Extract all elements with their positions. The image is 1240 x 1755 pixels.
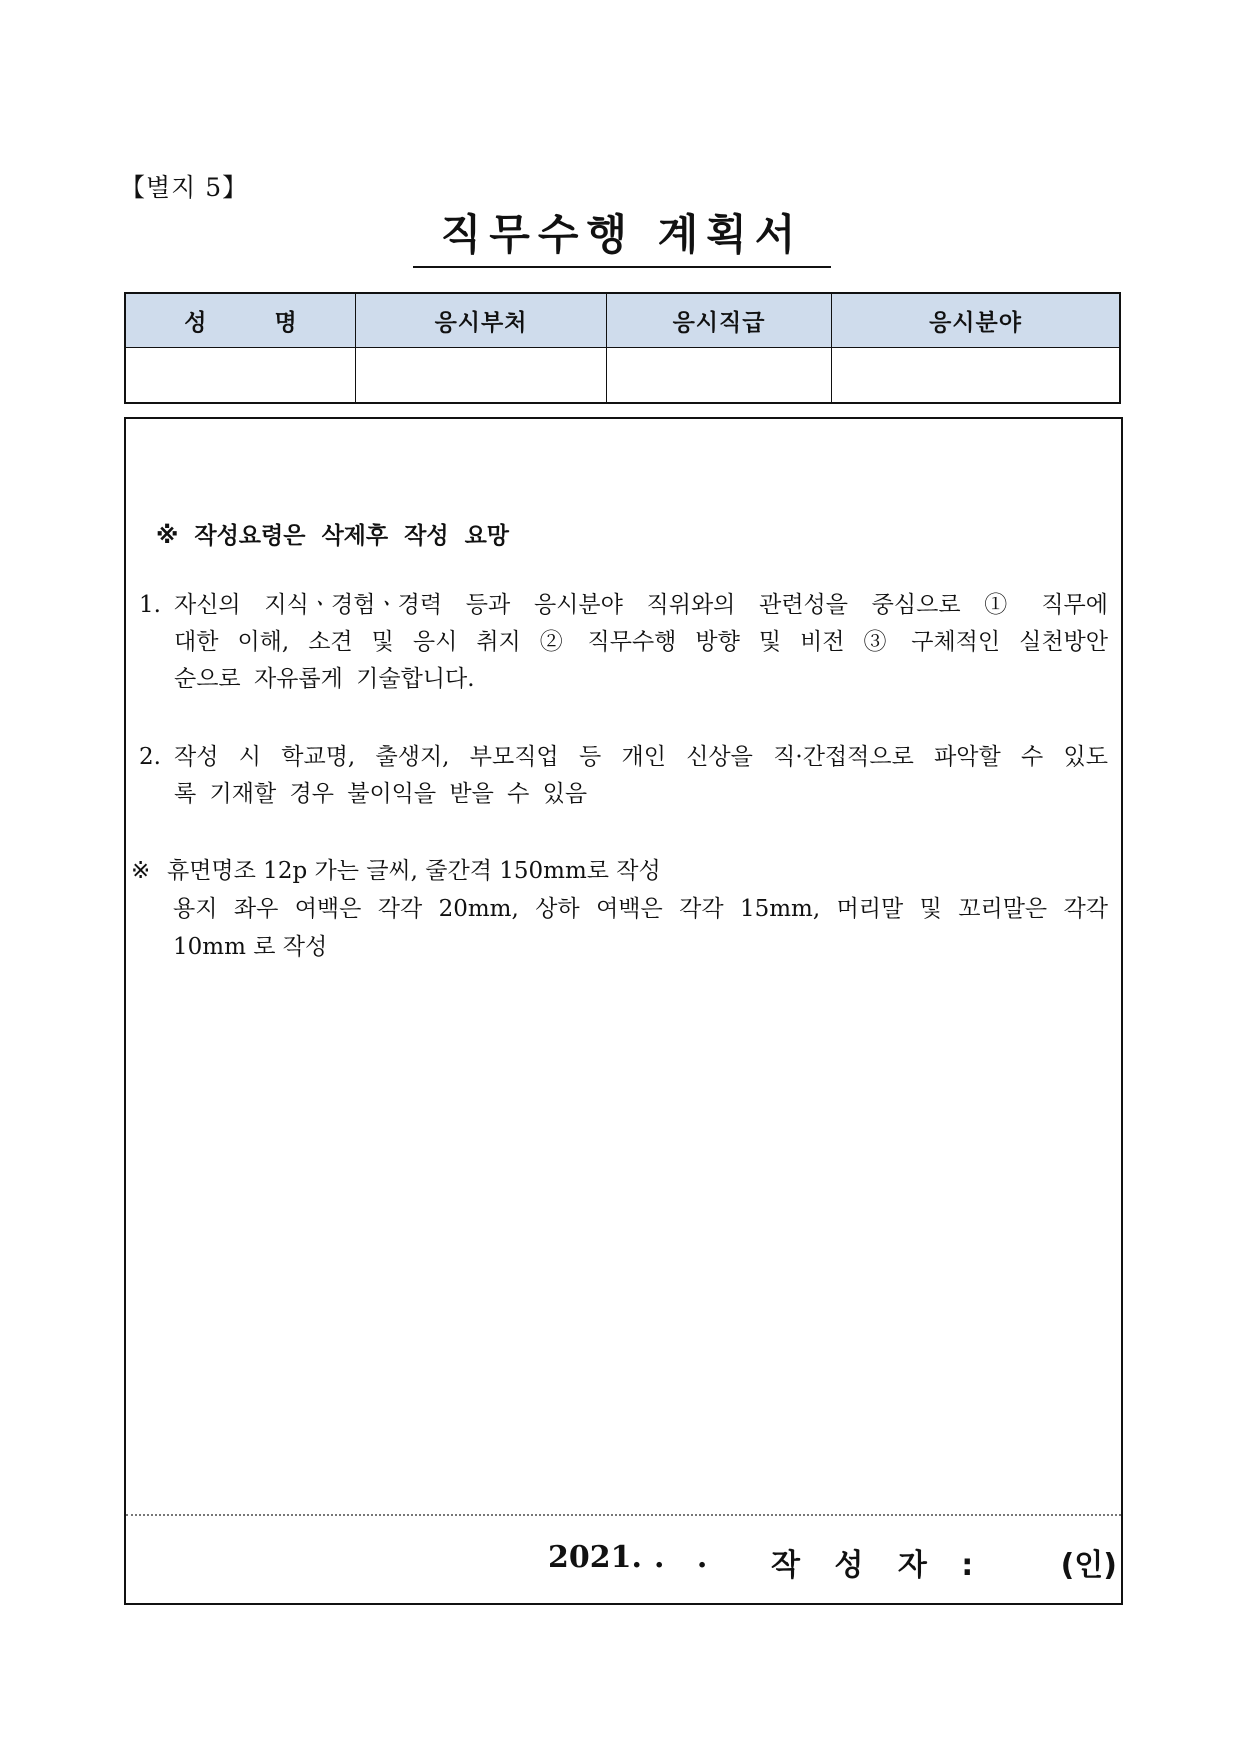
remark-line: 10mm 로 작성 [173,934,328,960]
header-name: 성 명 [125,293,356,348]
value-name-cell[interactable] [125,348,356,404]
signature-year: 2021. [548,1540,642,1575]
applicant-info-table [124,292,1121,404]
item-number: 2. [139,744,161,770]
value-field-cell[interactable] [832,348,1121,404]
item-line: 작성 시 학교명, 출생지, 부모직업 등 개인 신상을 직·간접적으로 파악할 수 있도 [174,744,1108,770]
instruction-item-1 [139,587,1108,698]
instruction-item-2 [139,739,1108,813]
signature-date-dots: . . [654,1540,708,1575]
formatting-remark [131,852,1108,966]
table-value-row [125,348,1120,404]
form-label: 【별지 5】 [120,173,249,202]
item-number: 1. [139,592,161,618]
remark-symbol: ※ [131,858,151,884]
item-line: 순으로 자유롭게 기술합니다. [174,666,475,692]
remark-line: 용지 좌우 여백은 각각 20mm, 상하 여백은 각각 15mm, 머리말 및 꼬리말은 각각 [173,896,1108,922]
signature-writer-label: 작 성 자 : [771,1548,986,1583]
remark-line: 휴면명조 12p 가는 글씨, 줄간격 150mm로 작성 [167,858,661,884]
item-line: 자신의 지식ㆍ경험ㆍ경력 등과 응시분야 직위와의 관련성을 중심으로 ① 직무에 [174,592,1108,618]
signature-row [126,1526,1121,1586]
instructions-heading: ※ 작성요령은 삭제후 작성 요망 [156,523,510,549]
value-grade-cell[interactable] [607,348,832,404]
signature-seal: (인) [1060,1548,1117,1583]
page-title: 직무수행 계획서 [413,206,831,268]
header-grade: 응시직급 [607,293,832,348]
header-department: 응시부처 [356,293,607,348]
plan-content-box[interactable] [124,417,1123,1605]
header-field: 응시분야 [832,293,1121,348]
table-header-row [125,293,1120,348]
signature-divider [126,1514,1121,1516]
item-line: 대한 이해, 소견 및 응시 취지 ② 직무수행 방향 및 비전 ③ 구체적인 실천방안 [174,629,1108,655]
item-line: 록 기재할 경우 불이익을 받을 수 있음 [174,781,588,807]
value-department-cell[interactable] [356,348,607,404]
